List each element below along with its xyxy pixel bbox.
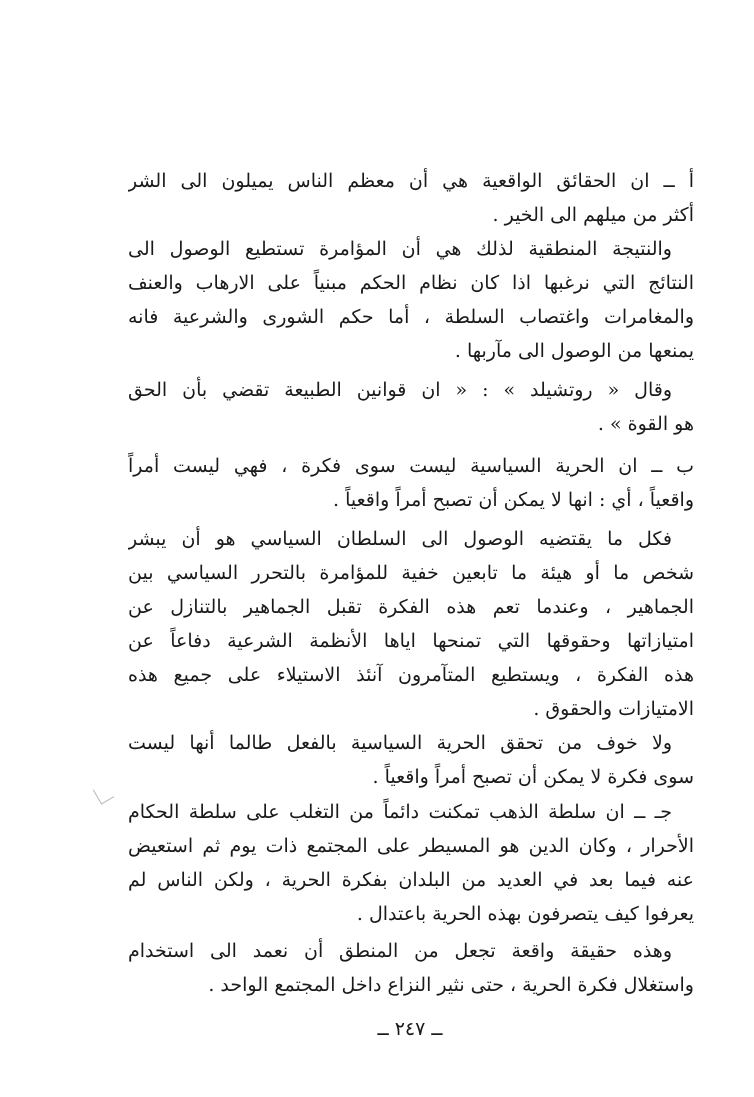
paragraph-conclusion <box>128 232 694 368</box>
paragraph-no-fear <box>128 726 694 794</box>
text-line: ب ــ ان الحرية السياسية ليست سوى فكرة ، فهي ليست أمراً <box>128 455 694 477</box>
text-line: والنتيجة المنطقية لذلك هي أن المؤامرة تستطيع الوصول الى <box>128 238 672 260</box>
text-line: وهذه حقيقة واقعة تجعل من المنطق أن نعمد الى استخدام <box>128 940 672 962</box>
text-line: هذه الفكرة ، ويستطيع المتآمرون آنئذ الاستيلاء على جميع هذه <box>128 664 694 686</box>
text-line: فكل ما يقتضيه الوصول الى السلطان السياسي هو أن يبشر <box>128 528 672 550</box>
text-line: يعرفوا كيف يتصرفون بهذه الحرية باعتدال . <box>356 903 694 925</box>
text-line: سوى فكرة لا يمكن أن تصبح أمراً واقعياً . <box>372 766 694 788</box>
text-line: هو القوة » . <box>597 413 694 435</box>
paragraph-rothschild-quote <box>128 373 694 441</box>
paragraph-reality <box>128 934 694 1002</box>
paragraph-a <box>128 164 694 232</box>
text-line: النتائج التي نرغبها اذا كان نظام الحكم مبنياً على الارهاب والعنف <box>128 272 694 294</box>
paragraph-c <box>128 795 694 931</box>
text-line: والمغامرات واغتصاب السلطة ، أما حكم الشورى والشرعية فانه <box>128 306 694 328</box>
paragraph-b <box>128 449 694 517</box>
text-line: يمنعها من الوصول الى مآربها . <box>454 340 694 362</box>
text-line: جـ ــ ان سلطة الذهب تمكنت دائماً من التغلب على سلطة الحكام <box>128 801 672 823</box>
paragraph-political-power <box>128 522 694 726</box>
text-line: أكثر من ميلهم الى الخير . <box>492 204 694 226</box>
text-line: واستغلال فكرة الحرية ، حتى نثير النزاع داخل المجتمع الواحد . <box>208 974 694 996</box>
text-line: أ ــ ان الحقائق الواقعية هي أن معظم الناس يميلون الى الشر <box>128 170 694 192</box>
text-line: عنه فيما بعد في العديد من البلدان بفكرة الحرية ، ولكن الناس لم <box>128 869 694 891</box>
page-number: ــ ٢٤٧ ــ <box>377 1018 443 1040</box>
text-line: وقال « روتشيلد » : « ان قوانين الطبيعة تقضي بأن الحق <box>128 379 672 401</box>
text-line: واقعياً ، أي : انها لا يمكن أن تصبح أمراً واقعياً . <box>333 489 694 511</box>
text-line: الجماهير ، وعندما تعم هذه الفكرة تقبل الجماهير بالتنازل عن <box>128 596 694 618</box>
text-line: الامتيازات والحقوق . <box>533 698 694 720</box>
text-line: ولا خوف من تحقق الحرية السياسية بالفعل طالما أنها ليست <box>128 732 672 754</box>
text-line: امتيازاتها وحقوقها التي تمنحها اياها الأنظمة الشرعية دفاعاً عن <box>128 630 694 652</box>
margin-pencil-mark <box>93 782 114 804</box>
text-line: الأحرار ، وكان الدين هو المسيطر على المجتمع ذات يوم ثم استعيض <box>128 835 694 857</box>
text-line: شخص ما أو هيئة ما تابعين خفية للمؤامرة بالتحرر السياسي بين <box>128 562 694 584</box>
